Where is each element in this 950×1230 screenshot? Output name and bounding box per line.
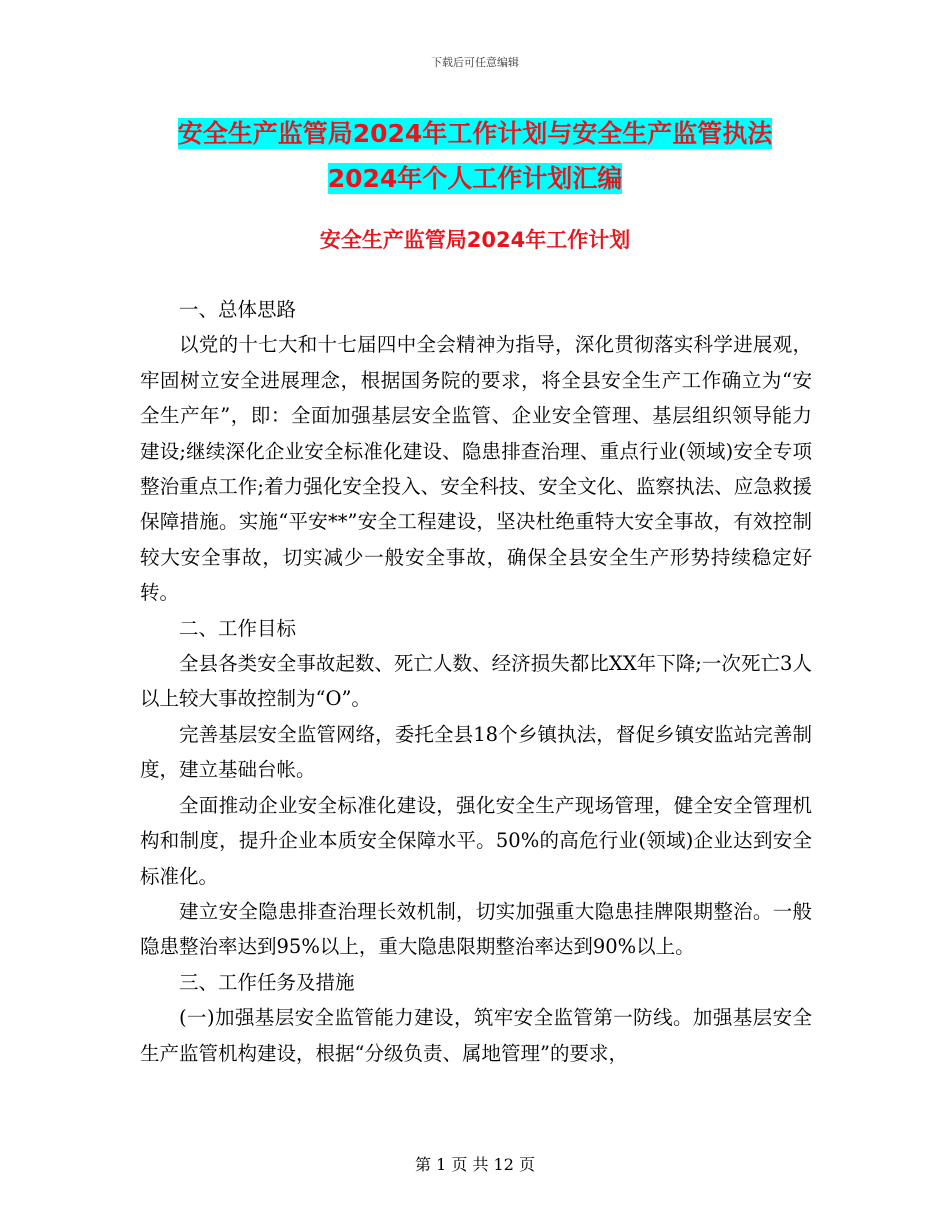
section-title: 安全生产监管局2024年工作计划 bbox=[319, 228, 631, 252]
title-highlight: 2024年个人工作计划汇编 bbox=[327, 164, 623, 193]
document-title-line-2 bbox=[0, 159, 950, 195]
header-note: 下载后可任意编辑 bbox=[431, 56, 519, 69]
paragraph: 全县各类安全事故起数、死亡人数、经济损失都比XX年下降;一次死亡3人以上较大事故控制为“O”。 bbox=[140, 652, 812, 711]
paragraph: (一)加强基层安全监管能力建设，筑牢安全监管第一防线。加强基层安全生产监管机构建设，根据“分级负责、属地管理”的要求， bbox=[140, 1006, 812, 1065]
page-footer: 第 1 页 共 12 页 bbox=[415, 1155, 535, 1174]
paragraph: 完善基层安全监管网络，委托全县18个乡镇执法，督促乡镇安监站完善制度，建立基础台帐。 bbox=[140, 722, 812, 782]
paragraph: 以党的十七大和十七届四中全会精神为指导，深化贯彻落实科学进展观，牢固树立安全进展理念，根据国务院的要求，将全县安全生产工作确立为“安全生产年”，即：全面加强基层安全监管、企业安全管理、基层组织领导能力建设;继续深化企业安全标准化建设、隐患排查治理、重点行业(领域)安全专项整治重点工作;着力强化安全投入、安全科技、安全文化、监察执法、应急救援保障措施。实施“平安**”安全工程建设，坚决杜绝重特大安全事故，有效控制较大安全事故，切实减少一般安全事故，确保全县安全生产形势持续稳定好转。 bbox=[140, 333, 812, 605]
paragraph: 全面推动企业安全标准化建设，强化安全生产现场管理，健全安全管理机构和制度，提升企业本质安全保障水平。50%的高危行业(领域)企业达到安全标准化。 bbox=[140, 793, 812, 888]
document-title-line-1 bbox=[0, 114, 950, 150]
title-highlight: 安全生产监管局2024年工作计划与安全生产监管执法 bbox=[177, 119, 773, 148]
heading-overall-approach: 一、总体思路 bbox=[179, 298, 297, 321]
heading-work-goals: 二、工作目标 bbox=[179, 616, 297, 640]
heading-tasks-measures: 三、工作任务及措施 bbox=[179, 970, 355, 994]
document-body bbox=[140, 292, 812, 1071]
paragraph: 建立安全隐患排查治理长效机制，切实加强重大隐患挂牌限期整治。一般隐患整治率达到95%以上，重大隐患限期整治率达到90%以上。 bbox=[140, 899, 812, 959]
